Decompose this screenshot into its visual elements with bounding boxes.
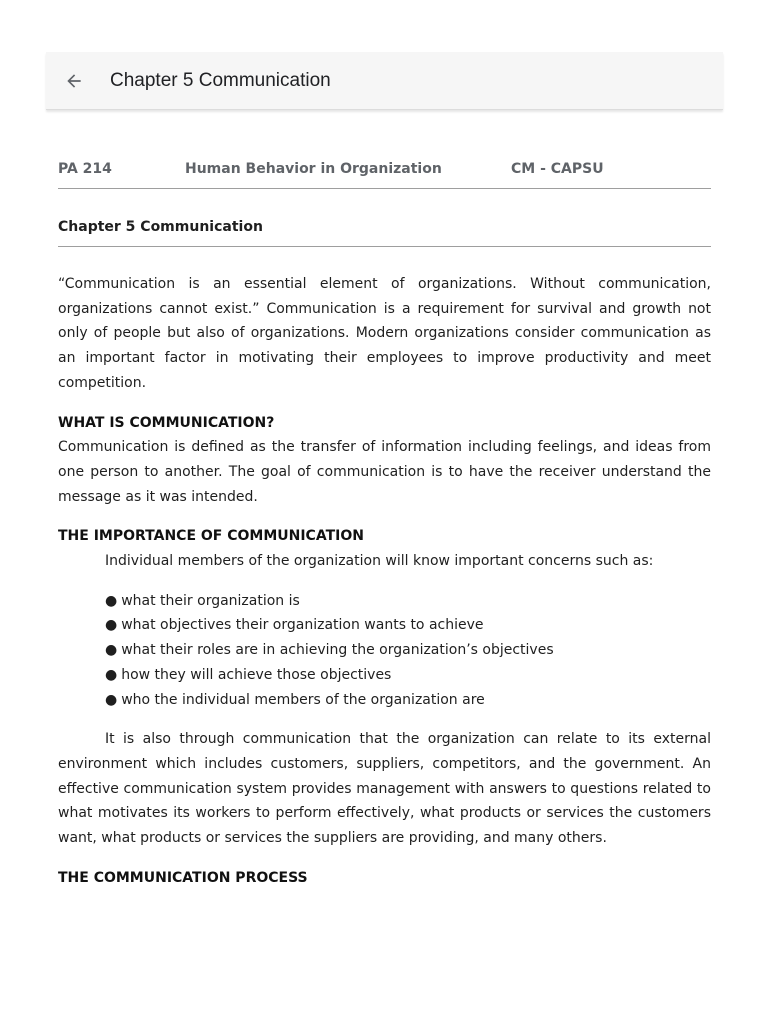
bullet-icon: ● bbox=[105, 666, 118, 683]
intro-paragraph: “Communication is an essential element of organizations. Without communication, organizations cannot exist.” Communication is a requirement for survival and growth not only of people but also of organizations. Modern organizations consider communication as an important factor in motivating their employees to improve productivity and meet competition. bbox=[58, 276, 711, 391]
list-item: ● what their organization is bbox=[105, 592, 300, 609]
bullet-icon: ● bbox=[105, 617, 118, 634]
school-name: CM - CAPSU bbox=[511, 160, 604, 177]
section-heading-what-is: WHAT IS COMMUNICATION? bbox=[58, 414, 275, 431]
app-title: Chapter 5 Communication bbox=[110, 69, 331, 91]
section-importance-paragraph: It is also through communication that the organization can relate to its external environment which includes customers, suppliers, competitors, and the government. An effective communication system provides management with answers to questions related to what motivates its workers to perform effectively, what products or services the customers want, what products or services the suppliers are providing, and many others. bbox=[58, 731, 711, 847]
course-code: PA 214 bbox=[58, 160, 112, 177]
list-item: ● what objectives their organization wants to achieve bbox=[105, 617, 484, 634]
section-what-is-text: Communication is defined as the transfer of information including feelings, and ideas from one person to another. The goal of communication is to have the receiver understand the message as it was intended. bbox=[58, 439, 711, 505]
section-importance-lead: Individual members of the organization will know important concerns such as: bbox=[105, 553, 654, 570]
subject-title: Human Behavior in Organization bbox=[185, 160, 442, 177]
arrow-left-icon bbox=[64, 71, 84, 91]
list-item: ● who the individual members of the organization are bbox=[105, 691, 485, 708]
document-header bbox=[58, 150, 711, 189]
back-button[interactable] bbox=[60, 67, 88, 95]
bullet-icon: ● bbox=[105, 592, 118, 609]
importance-list bbox=[105, 589, 711, 713]
document-page bbox=[58, 150, 711, 930]
app-bar bbox=[46, 52, 723, 110]
section-heading-importance: THE IMPORTANCE OF COMMUNICATION bbox=[58, 528, 364, 545]
bullet-icon: ● bbox=[105, 691, 118, 708]
list-item: ● how they will achieve those objectives bbox=[105, 666, 392, 683]
chapter-title: Chapter 5 Communication bbox=[58, 189, 711, 247]
bullet-icon: ● bbox=[105, 642, 118, 659]
section-heading-process: THE COMMUNICATION PROCESS bbox=[58, 869, 308, 886]
list-item: ● what their roles are in achieving the organization’s objectives bbox=[105, 642, 554, 659]
